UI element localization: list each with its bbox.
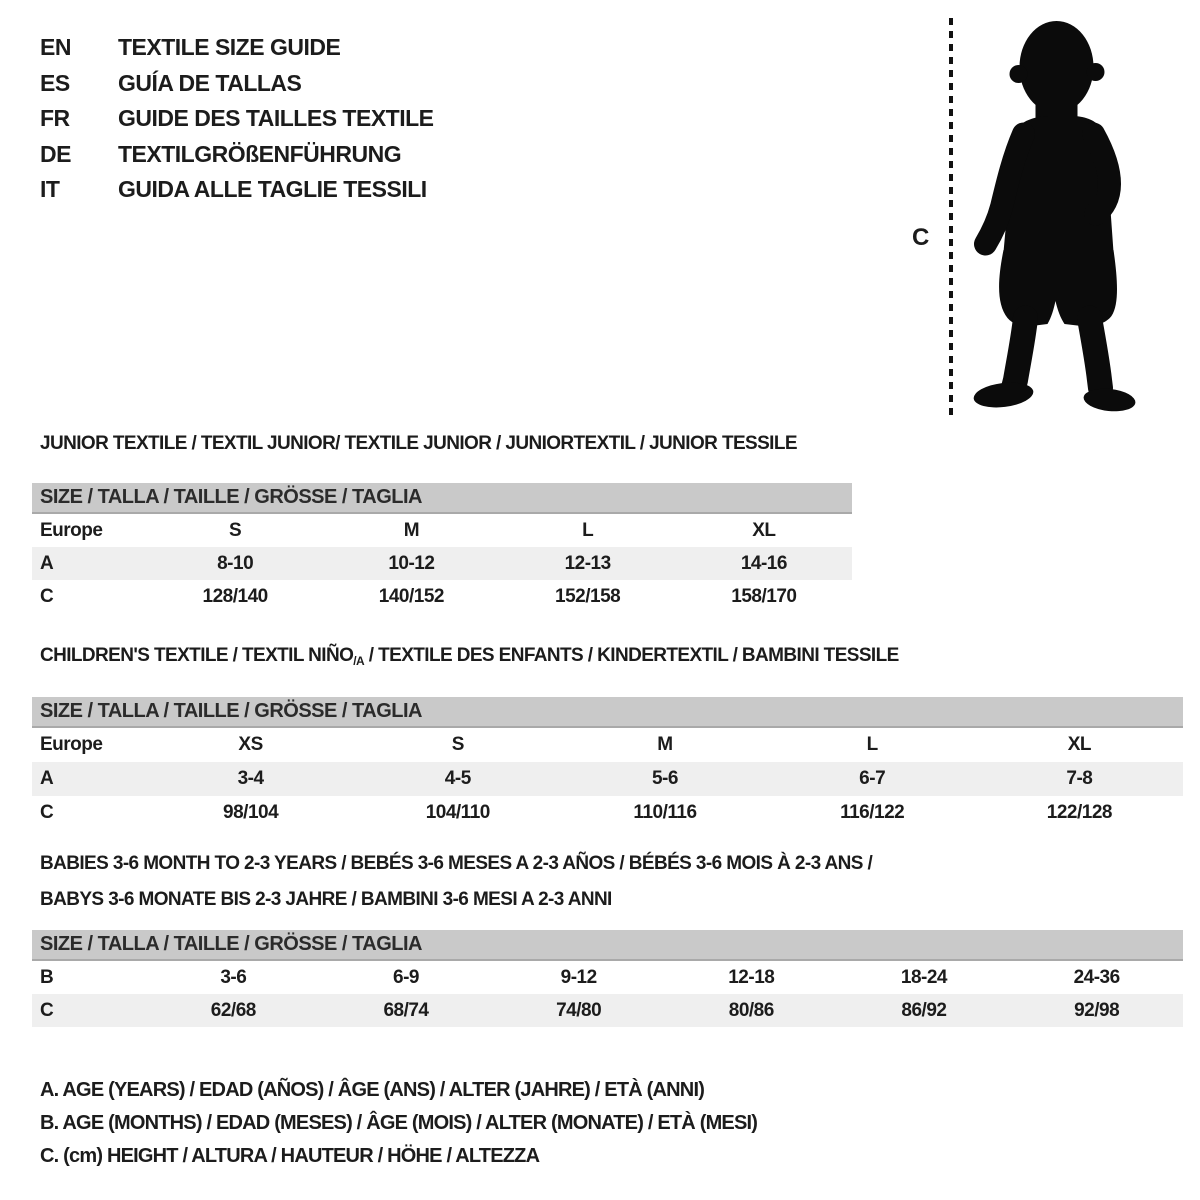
guide-title-en: TEXTILE SIZE GUIDE (118, 34, 341, 61)
height-dashed-line (949, 18, 953, 415)
children-size-table-wrap (32, 697, 1183, 830)
table-cell: 80/86 (665, 994, 838, 1027)
language-row-it (40, 172, 434, 208)
language-code: ES (40, 69, 70, 96)
row-label: Europe (40, 519, 103, 541)
legend-line-c: C. (cm) HEIGHT / ALTURA / HAUTEUR / HÖHE / ALTEZZA (40, 1145, 540, 1167)
babies-heading-line1: BABIES 3-6 MONTH TO 2-3 YEARS / BEBÉS 3-6 MESES A 2-3 AÑOS / BÉBÉS 3-6 MOIS À 2-3 ANS / (40, 853, 873, 874)
table-cell: 12-18 (728, 966, 775, 988)
table-row-age (32, 547, 852, 580)
table-cell: 104/110 (425, 802, 490, 823)
babies-size-table-wrap (32, 930, 1183, 1027)
table-cell: 62/68 (147, 994, 320, 1027)
children-heading-pre: CHILDREN'S TEXTILE / TEXTIL NIÑO (40, 645, 354, 666)
table-row-height (32, 796, 1183, 830)
table-cell: 6-7 (769, 762, 976, 796)
table-cell: 116/122 (840, 802, 905, 823)
table-cell: XL (1067, 734, 1092, 755)
size-header-band (32, 930, 1183, 960)
table-cell: L (866, 734, 878, 755)
legend-line-a: A. AGE (YEARS) / EDAD (AÑOS) / ÂGE (ANS) / ALTER (JAHRE) / ETÀ (ANNI) (40, 1079, 705, 1101)
table-cell: 68/74 (320, 994, 493, 1027)
size-header-label: SIZE / TALLA / TAILLE / GRÖSSE / TAGLIA (32, 483, 852, 513)
table-row-europe (32, 513, 852, 547)
junior-size-table-wrap (32, 483, 852, 613)
row-label: C (32, 994, 147, 1027)
row-label: A (32, 547, 147, 580)
guide-title-it: GUIDA ALLE TAGLIE TESSILI (118, 176, 427, 203)
junior-size-table (32, 483, 852, 613)
table-cell: L (582, 519, 594, 541)
row-label: Europe (40, 734, 103, 755)
table-cell: 10-12 (323, 547, 499, 580)
table-cell: M (403, 519, 420, 541)
table-cell: 122/128 (1046, 802, 1112, 823)
table-cell: 3-4 (147, 762, 354, 796)
table-cell: 128/140 (202, 585, 268, 607)
babies-section-heading (40, 846, 872, 918)
row-label: C (40, 585, 54, 607)
table-row-europe (32, 727, 1183, 762)
children-heading-post: / TEXTILE DES ENFANTS / KINDERTEXTIL / BAMBINI TESSILE (364, 645, 899, 666)
language-title-list (40, 30, 434, 208)
guide-title-de: TEXTILGRÖßENFÜHRUNG (118, 140, 402, 167)
language-code: IT (40, 176, 60, 203)
row-label: C (40, 802, 54, 823)
children-section-heading (40, 645, 899, 668)
table-row-age (32, 762, 1183, 796)
row-label: B (40, 966, 54, 988)
table-cell: 98/104 (223, 802, 279, 823)
table-cell: M (657, 734, 673, 755)
table-cell: 92/98 (1010, 994, 1183, 1027)
language-row-es (40, 66, 434, 102)
language-code: EN (40, 34, 71, 61)
measurement-legend (40, 1074, 757, 1173)
table-row-height (32, 580, 852, 613)
table-cell: 18-24 (900, 966, 947, 988)
size-header-label: SIZE / TALLA / TAILLE / GRÖSSE / TAGLIA (32, 930, 1183, 960)
table-cell: 12-13 (500, 547, 676, 580)
height-measure-label: C (912, 224, 930, 251)
table-cell: 24-36 (1073, 966, 1120, 988)
table-cell: 158/170 (731, 585, 797, 607)
language-code: FR (40, 105, 70, 132)
table-row-months (32, 960, 1183, 994)
legend-line-b: B. AGE (MONTHS) / EDAD (MESES) / ÂGE (MOIS) / ALTER (MONATE) / ETÀ (MESI) (40, 1112, 758, 1134)
size-header-band (32, 697, 1183, 727)
children-heading-sub: /A (353, 654, 365, 668)
table-cell: 5-6 (561, 762, 768, 796)
size-header-label: SIZE / TALLA / TAILLE / GRÖSSE / TAGLIA (32, 697, 1183, 727)
table-cell: 14-16 (676, 547, 852, 580)
language-code: DE (40, 140, 71, 167)
table-cell: 3-6 (220, 966, 247, 988)
table-cell: XS (238, 734, 263, 755)
table-cell: 110/116 (633, 802, 697, 823)
table-cell: 140/152 (378, 585, 444, 607)
language-row-en (40, 30, 434, 66)
size-header-band (32, 483, 852, 513)
table-cell: 152/158 (555, 585, 621, 607)
language-row-fr (40, 101, 434, 137)
table-row-height (32, 994, 1183, 1027)
table-cell: 8-10 (147, 547, 323, 580)
children-size-table (32, 697, 1183, 830)
babies-heading-line2: BABYS 3-6 MONATE BIS 2-3 JAHRE / BAMBINI 3-6 MESI A 2-3 ANNI (40, 889, 612, 910)
table-cell: 7-8 (976, 762, 1183, 796)
table-cell: S (451, 734, 464, 755)
guide-title-es: GUÍA DE TALLAS (118, 69, 302, 96)
table-cell: 74/80 (492, 994, 665, 1027)
table-cell: 86/92 (838, 994, 1011, 1027)
toddler-silhouette-icon (962, 12, 1140, 412)
table-cell: 4-5 (354, 762, 561, 796)
height-measure-figure (900, 10, 1200, 420)
row-label: A (32, 762, 147, 796)
table-cell: 6-9 (393, 966, 419, 988)
table-cell: S (229, 519, 242, 541)
table-cell: 9-12 (560, 966, 597, 988)
guide-title-fr: GUIDE DES TAILLES TEXTILE (118, 105, 434, 132)
table-cell: XL (752, 519, 776, 541)
language-row-de (40, 137, 434, 173)
babies-size-table (32, 930, 1183, 1027)
junior-section-heading: JUNIOR TEXTILE / TEXTIL JUNIOR/ TEXTILE JUNIOR / JUNIORTEXTIL / JUNIOR TESSILE (40, 433, 797, 454)
